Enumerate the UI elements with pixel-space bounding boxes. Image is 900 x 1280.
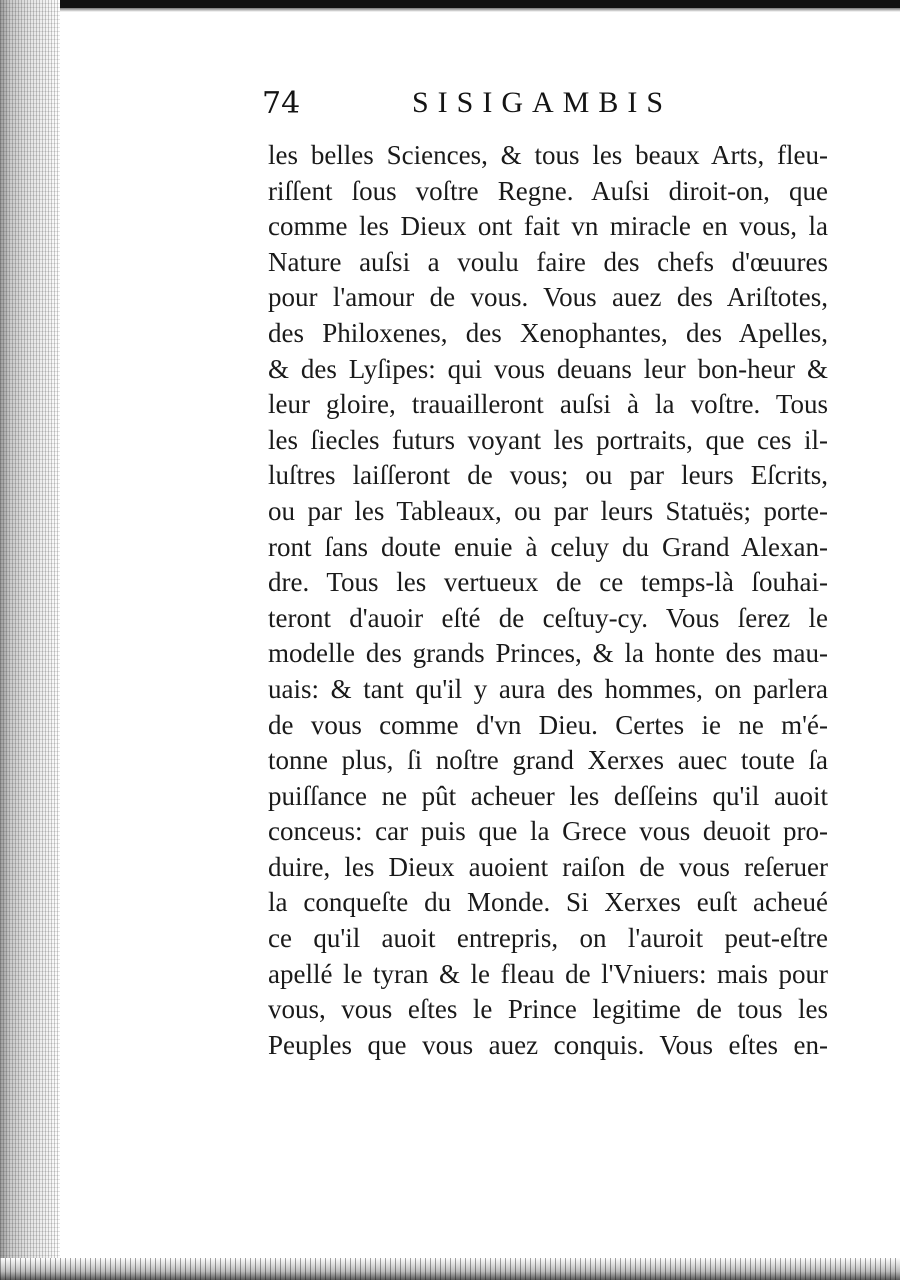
text-line: apellé le tyran & le fleau de l'Vniuers: mais pour	[268, 958, 828, 989]
text-line: uais: & tant qu'il y aura des hommes, on parlera	[268, 673, 828, 704]
text-line: de vous comme d'vn Dieu. Certes ie ne m'é-	[268, 709, 828, 740]
text-line: conceus: car puis que la Grece vous deuoit pro-	[268, 816, 828, 847]
scan-top-edge	[0, 0, 900, 8]
scan-bottom-edge	[0, 1258, 900, 1280]
text-line: puiſſance ne pût acheuer les deſſeins qu'il auoit	[268, 780, 828, 811]
text-line: les belles Sciences, & tous les beaux Arts, fleu-	[268, 140, 828, 170]
page-header	[262, 82, 822, 126]
text-line: les ſiecles futurs voyant les portraits, que ces il-	[268, 424, 828, 455]
text-line: ront ſans doute enuie à celuy du Grand Alexan-	[268, 531, 828, 562]
text-line: Nature auſsi a voulu faire des chefs d'œuures	[268, 246, 828, 277]
text-line: Peuples que vous auez conquis. Vous eſtes en-	[268, 1029, 828, 1060]
text-line: & des Lyſipes: qui vous deuans leur bon-heur &	[268, 353, 828, 384]
text-line: luſtres laiſſeront de vous; ou par leurs Eſcrits,	[268, 460, 828, 491]
scan-left-edge	[0, 0, 60, 1280]
text-line: tonne plus, ſi noſtre grand Xerxes auec toute ſa	[268, 745, 828, 776]
text-line: teront d'auoir eſté de ceſtuy-cy. Vous ſerez le	[268, 602, 828, 633]
text-line: comme les Dieux ont fait vn miracle en vous, la	[268, 211, 828, 242]
text-line: des Philoxenes, des Xenophantes, des Apelles,	[268, 317, 828, 348]
text-line: ou par les Tableaux, ou par leurs Statuës; porte-	[268, 495, 828, 526]
text-line: vous, vous eſtes le Prince legitime de tous les	[268, 994, 828, 1025]
page-number: 74	[262, 86, 301, 121]
text-line: la conqueſte du Monde. Si Xerxes euſt acheué	[268, 887, 828, 918]
text-line: ce qu'il auoit entrepris, on l'auroit peut-eſtre	[268, 923, 828, 954]
running-head: SISIGAMBIS	[412, 86, 673, 119]
text-line: duire, les Dieux auoient raiſon de vous reſeruer	[268, 851, 828, 882]
body-text	[268, 138, 828, 1063]
text-line: leur gloire, trauailleront auſsi à la voſtre. Tous	[268, 389, 828, 420]
scan-top-edge-shadow	[0, 8, 900, 12]
text-line: pour l'amour de vous. Vous auez des Ariſtotes,	[268, 282, 828, 313]
text-line: modelle des grands Princes, & la honte des mau-	[268, 638, 828, 669]
text-line: dre. Tous les vertueux de ce temps-là ſouhai-	[268, 567, 828, 598]
text-line: riſſent ſous voſtre Regne. Auſsi diroit-on, que	[268, 175, 828, 206]
